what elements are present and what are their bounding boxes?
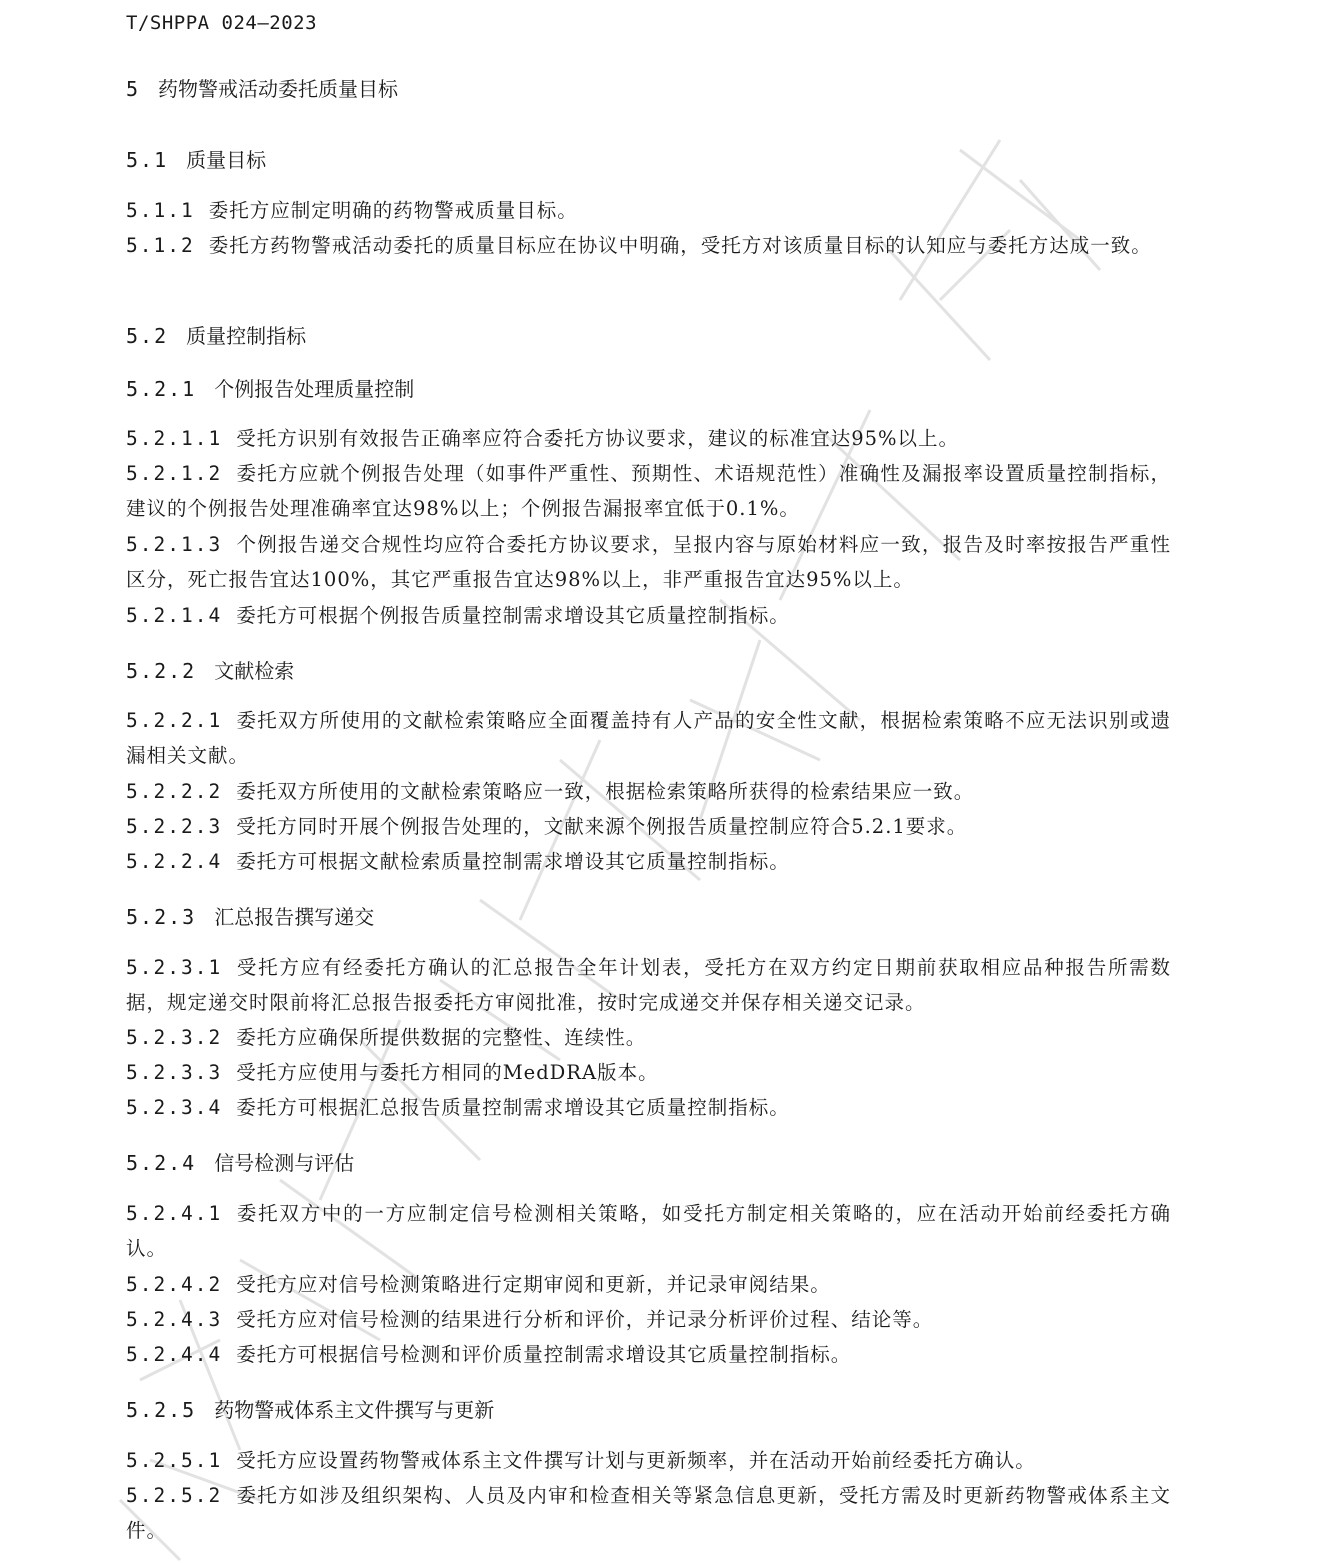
clause-number: 5.2.1.2 — [126, 462, 223, 485]
clause-number: 5.2.1.1 — [126, 427, 223, 450]
section-5-2-heading — [126, 320, 1171, 349]
clause-text: 受托方应使用与委托方相同的MedDRA版本。 — [236, 1061, 659, 1084]
clause-number: 5.2.2.3 — [126, 815, 223, 838]
clause-5-2-1-2 — [126, 456, 1171, 526]
section-number: 5.2.4 — [126, 1151, 197, 1175]
clause-5-2-5-2 — [126, 1478, 1171, 1548]
clause-5-2-5-1 — [126, 1443, 1171, 1478]
section-5-2-1-heading — [126, 373, 1171, 402]
section-title: 文献检索 — [214, 659, 295, 683]
section-5-2-2-heading — [126, 655, 1171, 684]
clause-text: 委托双方所使用的文献检索策略应一致，根据检索策略所获得的检索结果应一致。 — [236, 780, 975, 803]
clause-text: 委托方可根据汇总报告质量控制需求增设其它质量控制指标。 — [236, 1096, 790, 1119]
section-title: 个例报告处理质量控制 — [214, 377, 415, 401]
clause-text: 委托方可根据信号检测和评价质量控制需求增设其它质量控制指标。 — [236, 1343, 852, 1366]
clause-number: 5.2.4.4 — [126, 1343, 223, 1366]
section-number: 5.2 — [126, 324, 169, 348]
clause-number: 5.2.4.1 — [126, 1202, 223, 1225]
section-5-1-heading — [126, 144, 1171, 173]
clause-5-2-3-2 — [126, 1020, 1171, 1055]
clause-number: 5.2.5.2 — [126, 1484, 223, 1507]
clause-number: 5.2.1.4 — [126, 604, 223, 627]
section-title: 质量控制指标 — [186, 324, 307, 348]
clause-text: 委托双方中的一方应制定信号检测相关策略，如受托方制定相关策略的，应在活动开始前经委托方确认。 — [126, 1202, 1171, 1260]
section-5-heading — [126, 73, 1171, 102]
clause-5-2-2-2 — [126, 774, 1171, 809]
clause-text: 受托方应对信号检测的结果进行分析和评价，并记录分析评价过程、结论等。 — [236, 1308, 934, 1331]
clause-5-2-4-3 — [126, 1302, 1171, 1337]
clause-number: 5.2.3.2 — [126, 1026, 223, 1049]
section-number: 5.2.3 — [126, 905, 197, 929]
section-5-2-4-heading — [126, 1147, 1171, 1176]
clause-text: 委托双方所使用的文献检索策略应全面覆盖持有人产品的安全性文献，根据检索策略不应无法识别或遗漏相关文献。 — [126, 709, 1171, 767]
clause-number: 5.2.1.3 — [126, 533, 223, 556]
clause-number: 5.1.1 — [126, 199, 195, 222]
clause-5-2-4-2 — [126, 1267, 1171, 1302]
section-title: 药物警戒体系主文件撰写与更新 — [214, 1398, 495, 1422]
clause-text: 委托方应确保所提供数据的完整性、连续性。 — [236, 1026, 647, 1049]
clause-text: 受托方应有经委托方确认的汇总报告全年计划表，受托方在双方约定日期前获取相应品种报告所需数据，规定递交时限前将汇总报告报委托方审阅批准，按时完成递交并保存相关递交记录。 — [126, 956, 1171, 1014]
clause-text: 个例报告递交合规性均应符合委托方协议要求，呈报内容与原始材料应一致，报告及时率按报告严重性区分，死亡报告宜达100%，其它严重报告宜达98%以上，非严重报告宜达95%以上。 — [126, 533, 1171, 591]
section-title: 汇总报告撰写递交 — [214, 905, 375, 929]
clause-number: 5.2.3.1 — [126, 956, 223, 979]
clause-text: 受托方同时开展个例报告处理的，文献来源个例报告质量控制应符合5.2.1要求。 — [236, 815, 968, 838]
clause-number: 5.2.2.4 — [126, 850, 223, 873]
clause-5-2-2-4 — [126, 844, 1171, 879]
clause-text: 受托方应对信号检测策略进行定期审阅和更新，并记录审阅结果。 — [236, 1273, 831, 1296]
clause-number: 5.2.4.3 — [126, 1308, 223, 1331]
clause-number: 5.1.2 — [126, 234, 195, 257]
section-number: 5.2.5 — [126, 1398, 197, 1422]
clause-5-2-4-4 — [126, 1337, 1171, 1372]
clause-text: 委托方应就个例报告处理（如事件严重性、预期性、术语规范性）准确性及漏报率设置质量控制指标，建议的个例报告处理准确率宜达98%以上；个例报告漏报率宜低于0.1%。 — [126, 462, 1171, 520]
clause-5-2-1-1 — [126, 421, 1171, 456]
section-5-2-5-heading — [126, 1394, 1171, 1423]
section-number: 5.1 — [126, 148, 169, 172]
clause-number: 5.2.3.4 — [126, 1096, 223, 1119]
clause-text: 受托方识别有效报告正确率应符合委托方协议要求，建议的标准宜达95%以上。 — [236, 427, 960, 450]
section-number: 5.2.2 — [126, 659, 197, 683]
clause-number: 5.2.2.1 — [126, 709, 223, 732]
clause-number: 5.2.4.2 — [126, 1273, 223, 1296]
clause-text: 委托方应制定明确的药物警戒质量目标。 — [208, 199, 578, 222]
clause-5-2-3-3 — [126, 1055, 1171, 1090]
section-number: 5.2.1 — [126, 377, 197, 401]
clause-5-2-1-4 — [126, 598, 1171, 633]
clause-5-2-4-1 — [126, 1196, 1171, 1266]
clause-number: 5.2.3.3 — [126, 1061, 223, 1084]
section-number: 5 — [126, 77, 141, 101]
clause-text: 委托方如涉及组织架构、人员及内审和检查相关等紧急信息更新，受托方需及时更新药物警戒体系主文件。 — [126, 1484, 1171, 1542]
clause-text: 受托方应设置药物警戒体系主文件撰写计划与更新频率，并在活动开始前经委托方确认。 — [236, 1449, 1036, 1472]
clause-5-2-1-3 — [126, 527, 1171, 597]
clause-5-2-3-1 — [126, 950, 1171, 1020]
section-title: 药物警戒活动委托质量目标 — [158, 77, 399, 101]
clause-text: 委托方可根据文献检索质量控制需求增设其它质量控制指标。 — [236, 850, 790, 873]
clause-text: 委托方药物警戒活动委托的质量目标应在协议中明确，受托方对该质量目标的认知应与委托方达成一致。 — [208, 234, 1152, 257]
section-title: 信号检测与评估 — [214, 1151, 355, 1175]
clause-5-2-3-4 — [126, 1090, 1171, 1125]
clause-number: 5.2.2.2 — [126, 780, 223, 803]
standard-number-header: T/SHPPA 024—2023 — [126, 12, 318, 34]
clause-5-1-1 — [126, 193, 1171, 228]
section-5-2-3-heading — [126, 901, 1171, 930]
clause-5-2-2-3 — [126, 809, 1171, 844]
clause-5-1-2 — [126, 228, 1171, 263]
clause-5-2-2-1 — [126, 703, 1171, 773]
clause-text: 委托方可根据个例报告质量控制需求增设其它质量控制指标。 — [236, 604, 790, 627]
clause-number: 5.2.5.1 — [126, 1449, 223, 1472]
section-title: 质量目标 — [186, 148, 267, 172]
